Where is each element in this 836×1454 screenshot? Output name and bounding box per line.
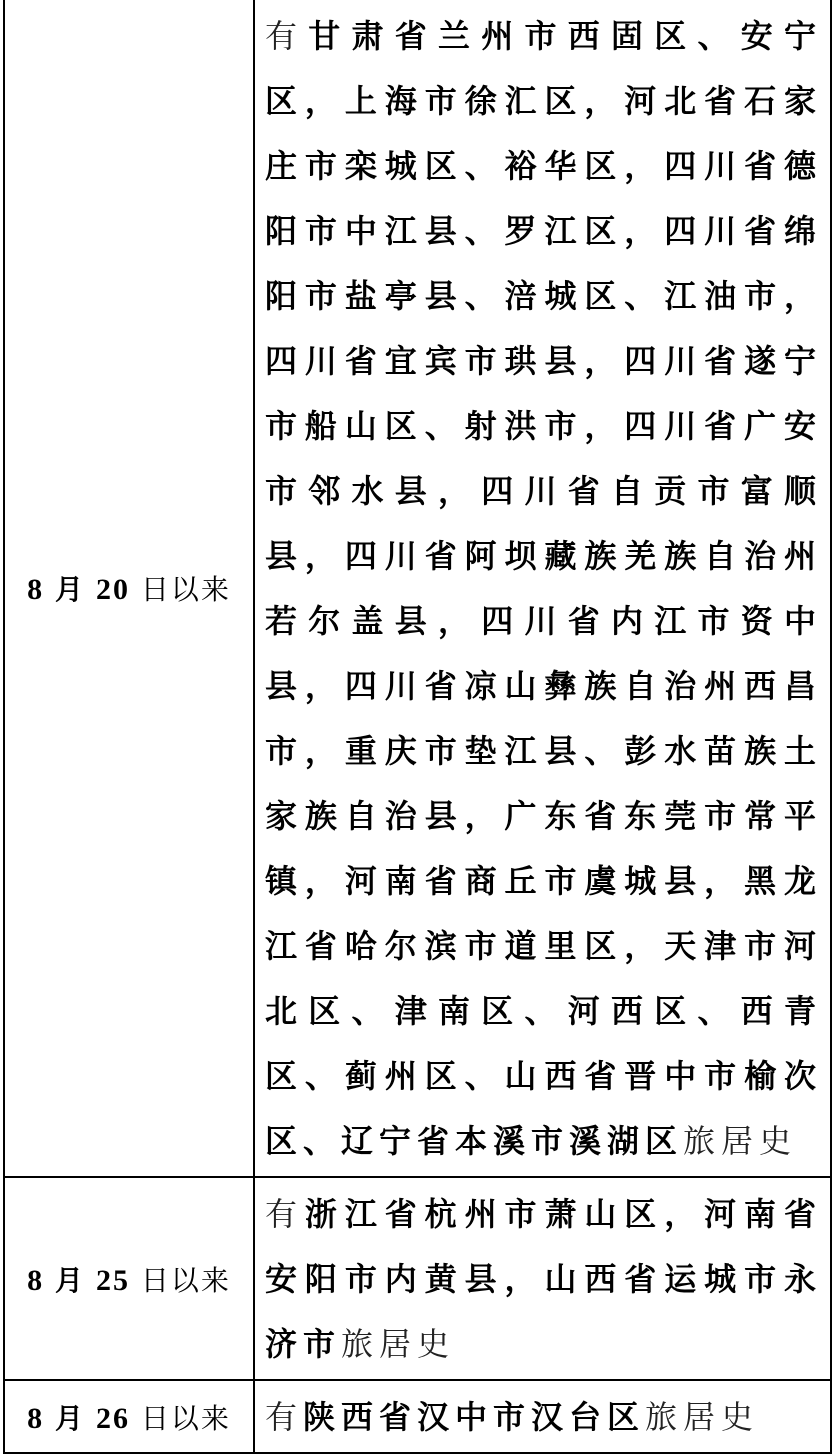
month-number: 8 bbox=[27, 573, 45, 606]
places-cell bbox=[254, 0, 831, 1177]
date-cell bbox=[4, 1177, 254, 1380]
places-text: 浙江省杭州市萧山区，河南省安阳市内黄县，山西省运城市永济市 bbox=[265, 1195, 822, 1363]
date-cell bbox=[4, 0, 254, 1177]
date-suffix: 日以来 bbox=[140, 1263, 231, 1297]
date-suffix: 日以来 bbox=[140, 573, 231, 606]
places-text: 陕西省汉中市汉台区 bbox=[303, 1398, 646, 1436]
day-number: 26 bbox=[95, 1401, 130, 1435]
month-char: 月 bbox=[55, 1401, 86, 1435]
date-suffix: 日以来 bbox=[140, 1401, 231, 1435]
day-number: 25 bbox=[95, 1263, 130, 1297]
places-cell bbox=[254, 1177, 831, 1380]
prefix-text: 有 bbox=[265, 1398, 304, 1436]
places-cell bbox=[254, 1380, 831, 1453]
prefix-text: 有 bbox=[265, 1195, 305, 1233]
day-number: 20 bbox=[95, 573, 130, 606]
month-number: 8 bbox=[27, 1263, 45, 1297]
travel-history-table bbox=[3, 0, 832, 1454]
suffix-text: 旅居史 bbox=[645, 1398, 760, 1436]
date-cell bbox=[4, 1380, 254, 1453]
table-row bbox=[4, 1380, 831, 1453]
table-row bbox=[4, 1177, 831, 1380]
places-text: 甘肃省兰州市西固区、安宁区，上海市徐汇区，河北省石家庄市栾城区、裕华区，四川省德阳市中江县、罗江区，四川省绵阳市盐亭县、涪城区、江油市，四川省宜宾市珙县，四川省遂宁市船山区、射洪市，四川省广安市邻水县，四川省自贡市富顺县，四川省阿坝藏族羌族自治州若尔盖县，四川省内江市资中县，四川省凉山彝族自治州西昌市，重庆市垫江县、彭水苗族土家族自治县，广东省东莞市常平镇，河南省商丘市虞城县，黑龙江省哈尔滨市道里区，天津市河北区、津南区、河西区、西青区、蓟州区、山西省晋中市榆次区、辽宁省本溪市溪湖区 bbox=[265, 17, 822, 1160]
month-char: 月 bbox=[55, 573, 86, 606]
month-char: 月 bbox=[55, 1263, 86, 1297]
suffix-text: 旅居史 bbox=[683, 1122, 798, 1160]
prefix-text: 有 bbox=[265, 17, 309, 55]
table-row bbox=[4, 0, 831, 1177]
suffix-text: 旅居史 bbox=[341, 1325, 456, 1363]
month-number: 8 bbox=[27, 1401, 45, 1435]
